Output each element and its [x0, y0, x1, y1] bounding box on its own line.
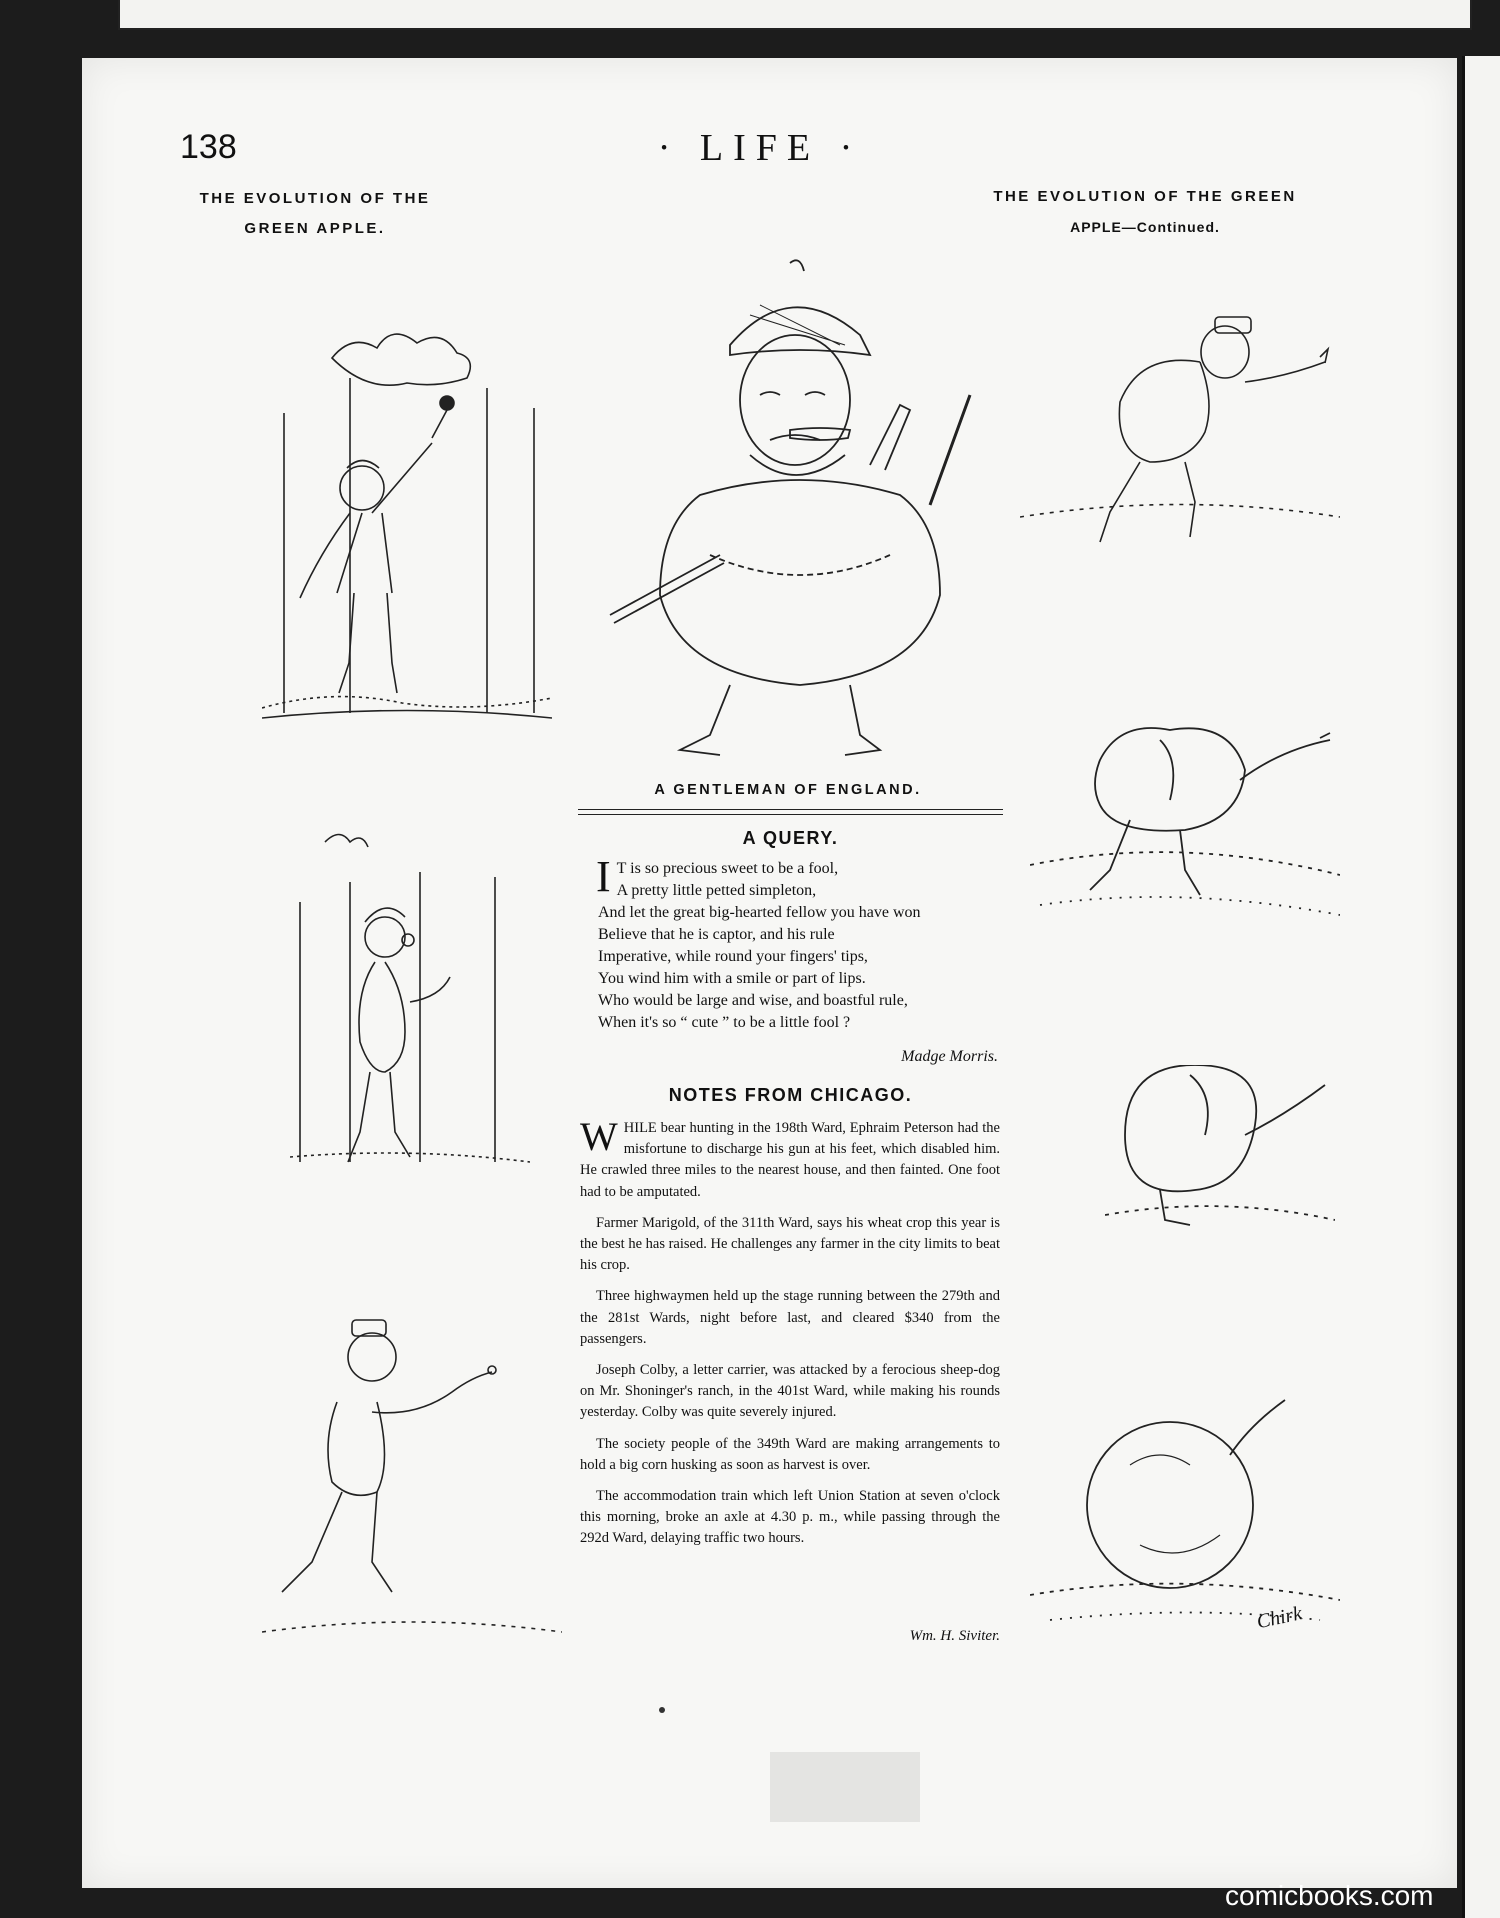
next-page-edge: [1462, 56, 1500, 1918]
watermark-text: comicbooks.com: [1225, 1880, 1434, 1911]
poem-dropcap: I: [596, 852, 611, 901]
notes-paragraph: Joseph Colby, a letter carrier, was attacked by a ferocious sheep-dog on Mr. Shoninger's ranch, in the 401st Ward, while making his rounds yesterday. Colby was quite severely injured.: [580, 1362, 1000, 1421]
poem-line: And let the great big-hearted fellow you have won: [598, 904, 921, 921]
notes-paragraph-text: HILE bear hunting in the 198th Ward, Ephraim Peterson had the misfortune to discharge his gun at his feet, which disabled him. He crawled three miles to the nearest house, and then fainted. One foot had to be amputated.: [580, 1120, 1000, 1200]
notes-paragraph: The accommodation train which left Union Station at seven o'clock this morning, broke an axle at 4.30 p. m., while passing through the 292d Ward, delaying traffic two hours.: [580, 1488, 1000, 1547]
notes-paragraph: Three highwaymen held up the stage running between the 279th and the 281st Wards, night before last, and cleared $340 from the passengers.: [580, 1288, 1000, 1347]
poem-line: Imperative, while round your fingers' tips,: [598, 948, 868, 965]
illustration-boy-stomachache: [1020, 312, 1340, 552]
poem-line: You wind him with a smile or part of lips.: [598, 970, 866, 987]
illustration-boy-reaching-apple: [262, 318, 552, 728]
illustration-gentleman-hunter: [600, 255, 1000, 765]
notes-paragraph: The society people of the 349th Ward are making arrangements to hold a big corn husking as soon as harvest is over.: [580, 1435, 1000, 1473]
left-caption: [170, 184, 460, 244]
poem-body: [596, 852, 998, 1034]
right-caption-line: APPLE—Continued.: [1070, 219, 1220, 235]
page-number: 138: [180, 128, 237, 166]
previous-page-edge: [118, 0, 1472, 30]
notes-title: NOTES FROM CHICAGO.: [668, 1085, 913, 1105]
illustration-apple-figure-crouching: [1105, 1065, 1335, 1245]
notes-body: [580, 1114, 1000, 1560]
printer-dot: [659, 1707, 665, 1713]
masthead-title: · LIFE ·: [657, 127, 863, 169]
poem-author: Madge Morris.: [901, 1048, 998, 1065]
left-caption-line: GREEN APPLE.: [244, 220, 386, 237]
notes-paragraph: [580, 1114, 1000, 1203]
poem-line: Who would be large and wise, and boastful rule,: [598, 992, 908, 1009]
poem-line: When it's so “ cute ” to be a little fool ?: [598, 1014, 851, 1031]
illustration-green-apple: [1030, 1395, 1340, 1635]
notes-dropcap: W: [580, 1114, 618, 1159]
poem-line: A pretty little petted simpleton,: [616, 882, 817, 899]
divider-rule: [578, 809, 1003, 810]
poem-line: Believe that he is captor, and his rule: [598, 926, 835, 943]
right-caption-line: THE EVOLUTION OF THE GREEN: [993, 188, 1297, 205]
paper-stain: [770, 1752, 920, 1822]
artist-signature: Chirk: [1254, 1602, 1304, 1634]
illustration-apple-figure-bending: [1030, 720, 1340, 945]
center-illustration-caption: A GENTLEMAN OF ENGLAND.: [654, 782, 922, 798]
illustration-boy-eating-apple: [290, 822, 530, 1192]
left-caption-line: THE EVOLUTION OF THE: [199, 190, 431, 207]
notes-author: Wm. H. Siviter.: [909, 1628, 1000, 1644]
poem-line: T is so precious sweet to be a fool,: [616, 860, 839, 877]
notes-paragraph: Farmer Marigold, of the 311th Ward, says his wheat crop this year is the best he has raised. He challenges any farmer in the city limits to beat his crop.: [580, 1214, 1000, 1274]
right-caption: [910, 182, 1380, 242]
divider-rule: [578, 814, 1003, 815]
illustration-boy-walking-doubled: [262, 1312, 562, 1672]
poem-title: A QUERY.: [742, 828, 839, 848]
